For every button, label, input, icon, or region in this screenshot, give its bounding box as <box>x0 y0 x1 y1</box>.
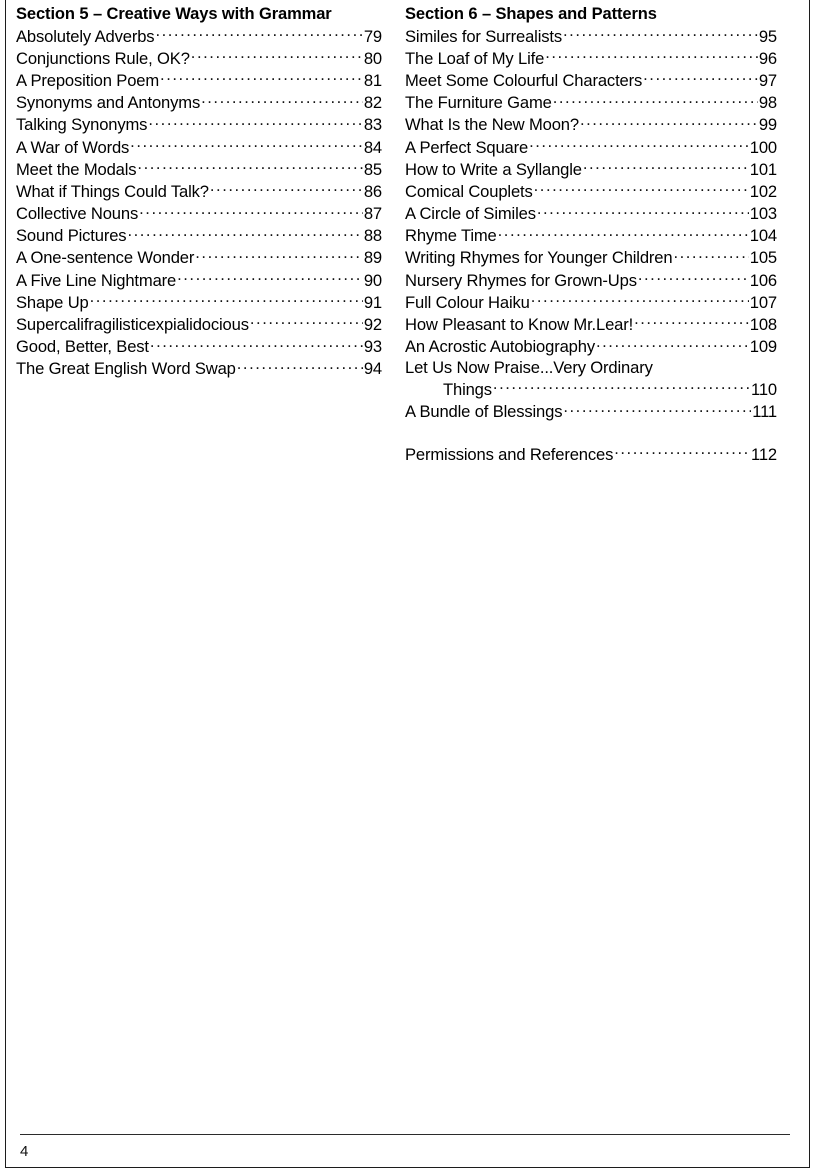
toc-entry-title: Comical Couplets <box>405 181 533 201</box>
toc-entry-title: Talking Synonyms <box>16 115 148 135</box>
toc-entry-page: 112 <box>750 444 777 464</box>
toc-entry-title: A One-sentence Wonder <box>16 248 195 268</box>
toc-entry[interactable] <box>405 443 777 465</box>
toc-entry-title: How Pleasant to Know Mr.Lear! <box>405 315 634 335</box>
toc-entry[interactable] <box>16 203 382 225</box>
toc-entry-page: 93 <box>363 337 382 357</box>
toc-entry-title: Conjunctions Rule, OK? <box>16 48 190 68</box>
toc-entry[interactable] <box>405 313 777 335</box>
toc-entry-title: A Bundle of Blessings <box>405 402 563 422</box>
toc-entry-title: Permissions and References <box>405 444 614 464</box>
toc-dot-leader <box>201 92 363 109</box>
toc-dot-leader <box>148 114 362 131</box>
toc-entry-title: Supercalifragilisticexpialidocious <box>16 315 249 335</box>
toc-entry[interactable] <box>16 313 382 335</box>
toc-dot-leader <box>534 180 749 197</box>
toc-entry-title: How to Write a Syllangle <box>405 159 582 179</box>
toc-entry[interactable] <box>16 158 382 180</box>
toc-entry-page: 91 <box>363 292 382 312</box>
section-heading-left: Section 5 – Creative Ways with Grammar <box>16 5 332 23</box>
toc-entry-title: Collective Nouns <box>16 204 139 224</box>
toc-entry-page: 99 <box>758 115 777 135</box>
toc-entry[interactable] <box>405 203 777 225</box>
toc-entry-page: 108 <box>749 315 777 335</box>
toc-entry[interactable] <box>405 158 777 180</box>
toc-dot-leader <box>596 336 749 353</box>
toc-entry[interactable] <box>405 401 777 423</box>
toc-entry[interactable] <box>405 47 777 69</box>
toc-dot-leader <box>529 136 749 153</box>
toc-entry[interactable] <box>405 336 777 358</box>
toc-dot-leader <box>177 269 363 286</box>
toc-dot-leader <box>553 92 758 109</box>
toc-entry-page: 97 <box>758 70 777 90</box>
toc-entry-page: 105 <box>749 248 777 268</box>
toc-dot-leader <box>139 203 363 220</box>
toc-dot-leader <box>545 47 758 64</box>
toc-entry-title: A Five Line Nightmare <box>16 270 177 290</box>
toc-entry-title: Good, Better, Best <box>16 337 149 357</box>
toc-entry-page: 94 <box>363 359 382 379</box>
toc-entry-title: A Preposition Poem <box>16 70 160 90</box>
toc-entry[interactable] <box>16 92 382 114</box>
toc-entry-page: 109 <box>749 337 777 357</box>
toc-entry-title: Synonyms and Antonyms <box>16 93 201 113</box>
toc-entry-page: 81 <box>363 70 382 90</box>
toc-entry-title: Sound Pictures <box>16 226 127 246</box>
toc-dot-leader <box>673 247 748 264</box>
toc-dot-leader <box>250 313 363 330</box>
toc-entry[interactable] <box>16 47 382 69</box>
toc-entry-title: Absolutely Adverbs <box>16 26 155 46</box>
toc-entry[interactable] <box>405 114 777 136</box>
toc-entry-page: 89 <box>363 248 382 268</box>
toc-dot-leader <box>614 443 750 460</box>
toc-list-right <box>405 25 777 466</box>
toc-entry-page: 101 <box>749 159 777 179</box>
toc-entry-page: 88 <box>363 226 382 246</box>
toc-entry-page: 83 <box>363 115 382 135</box>
toc-entry-page: 90 <box>363 270 382 290</box>
toc-dot-leader <box>531 291 749 308</box>
toc-entry[interactable] <box>16 136 382 158</box>
toc-entry[interactable] <box>405 247 777 269</box>
toc-dot-leader <box>150 336 363 353</box>
toc-dot-leader <box>580 114 758 131</box>
toc-entry[interactable] <box>16 25 382 47</box>
toc-entry[interactable] <box>16 358 382 380</box>
toc-dot-leader <box>160 69 363 86</box>
toc-column-left <box>0 0 404 380</box>
toc-entry[interactable] <box>405 180 777 202</box>
toc-entry-page: 92 <box>363 315 382 335</box>
toc-entry-title: Writing Rhymes for Younger Children <box>405 248 673 268</box>
section-heading-right: Section 6 – Shapes and Patterns <box>405 5 657 23</box>
toc-entry-page: 100 <box>749 137 777 157</box>
toc-entry[interactable] <box>405 69 777 91</box>
toc-entry-page: 98 <box>758 93 777 113</box>
toc-entry[interactable] <box>16 291 382 313</box>
toc-entry-page: 102 <box>749 181 777 201</box>
toc-entry-page: 104 <box>749 226 777 246</box>
toc-entry[interactable] <box>405 92 777 114</box>
toc-entry-page: 80 <box>363 48 382 68</box>
toc-dot-leader <box>583 158 749 175</box>
toc-entry-title: Shape Up <box>16 292 89 312</box>
toc-entry-title: Meet Some Colourful Characters <box>405 70 643 90</box>
toc-entry-title: Let Us Now Praise...Very Ordinary <box>405 357 653 377</box>
toc-dot-leader <box>130 136 363 153</box>
toc-entry-title: The Loaf of My Life <box>405 48 545 68</box>
toc-spacer <box>405 423 777 444</box>
toc-entry-page: 106 <box>749 270 777 290</box>
toc-entry[interactable] <box>405 225 777 247</box>
toc-entry[interactable] <box>405 25 777 47</box>
toc-entry[interactable] <box>16 180 382 202</box>
toc-dot-leader <box>210 180 363 197</box>
toc-entry[interactable] <box>16 69 382 91</box>
toc-entry-title: The Furniture Game <box>405 93 552 113</box>
footer-divider <box>20 1134 790 1135</box>
toc-entry-page: 84 <box>363 137 382 157</box>
toc-entry-page: 110 <box>750 380 777 399</box>
toc-entry[interactable] <box>16 114 382 136</box>
toc-entry[interactable] <box>405 291 777 313</box>
toc-entry[interactable] <box>16 247 382 269</box>
toc-dot-leader <box>90 291 363 308</box>
toc-list-left <box>16 25 382 380</box>
toc-entry-page: 103 <box>749 204 777 224</box>
toc-columns <box>0 0 820 466</box>
toc-entry-page: 85 <box>363 159 382 179</box>
toc-entry-page: 96 <box>758 48 777 68</box>
toc-entry-title: The Great English Word Swap <box>16 359 236 379</box>
toc-dot-leader <box>638 269 749 286</box>
toc-dot-leader <box>493 378 750 395</box>
toc-entry-page: 111 <box>752 402 777 422</box>
toc-dot-leader <box>634 313 749 330</box>
toc-dot-leader <box>195 247 363 264</box>
toc-entry-title: What if Things Could Talk? <box>16 181 209 201</box>
toc-column-right <box>404 0 820 466</box>
toc-dot-leader <box>191 47 363 64</box>
page-number: 4 <box>20 1143 29 1160</box>
toc-entry-page: 82 <box>363 93 382 113</box>
toc-entry[interactable] <box>16 269 382 291</box>
toc-entry-page: 107 <box>749 292 777 312</box>
toc-entry-title: A Circle of Similes <box>405 204 536 224</box>
toc-dot-leader <box>137 158 362 175</box>
toc-dot-leader <box>563 401 751 418</box>
toc-entry-title: Rhyme Time <box>405 226 497 246</box>
toc-dot-leader <box>563 25 758 42</box>
toc-entry-title: What Is the New Moon? <box>405 115 579 135</box>
toc-entry-title: Meet the Modals <box>16 159 137 179</box>
toc-entry-title: Similes for Surrealists <box>405 26 562 46</box>
toc-entry-page: 87 <box>363 204 382 224</box>
toc-entry-page: 95 <box>758 26 777 46</box>
toc-entry-page: 86 <box>363 181 382 201</box>
toc-entry-title: An Acrostic Autobiography <box>405 337 595 357</box>
toc-entry-title: Nursery Rhymes for Grown-Ups <box>405 270 637 290</box>
toc-dot-leader <box>498 225 749 242</box>
toc-dot-leader <box>237 358 363 375</box>
toc-dot-leader <box>537 203 749 220</box>
toc-dot-leader <box>155 25 362 42</box>
toc-entry[interactable] <box>16 225 382 247</box>
toc-dot-leader <box>643 69 758 86</box>
toc-entry-title: A Perfect Square <box>405 137 529 157</box>
toc-entry[interactable] <box>405 378 777 400</box>
toc-entry-title: Full Colour Haiku <box>405 292 530 312</box>
toc-dot-leader <box>127 225 362 242</box>
toc-entry-page: 79 <box>363 26 382 46</box>
toc-entry[interactable] <box>405 269 777 291</box>
toc-entry[interactable] <box>405 136 777 158</box>
toc-entry-wrapped-line1[interactable] <box>405 358 777 379</box>
toc-entry-title: Things <box>443 380 492 399</box>
toc-entry-title: A War of Words <box>16 137 130 157</box>
toc-entry[interactable] <box>16 336 382 358</box>
